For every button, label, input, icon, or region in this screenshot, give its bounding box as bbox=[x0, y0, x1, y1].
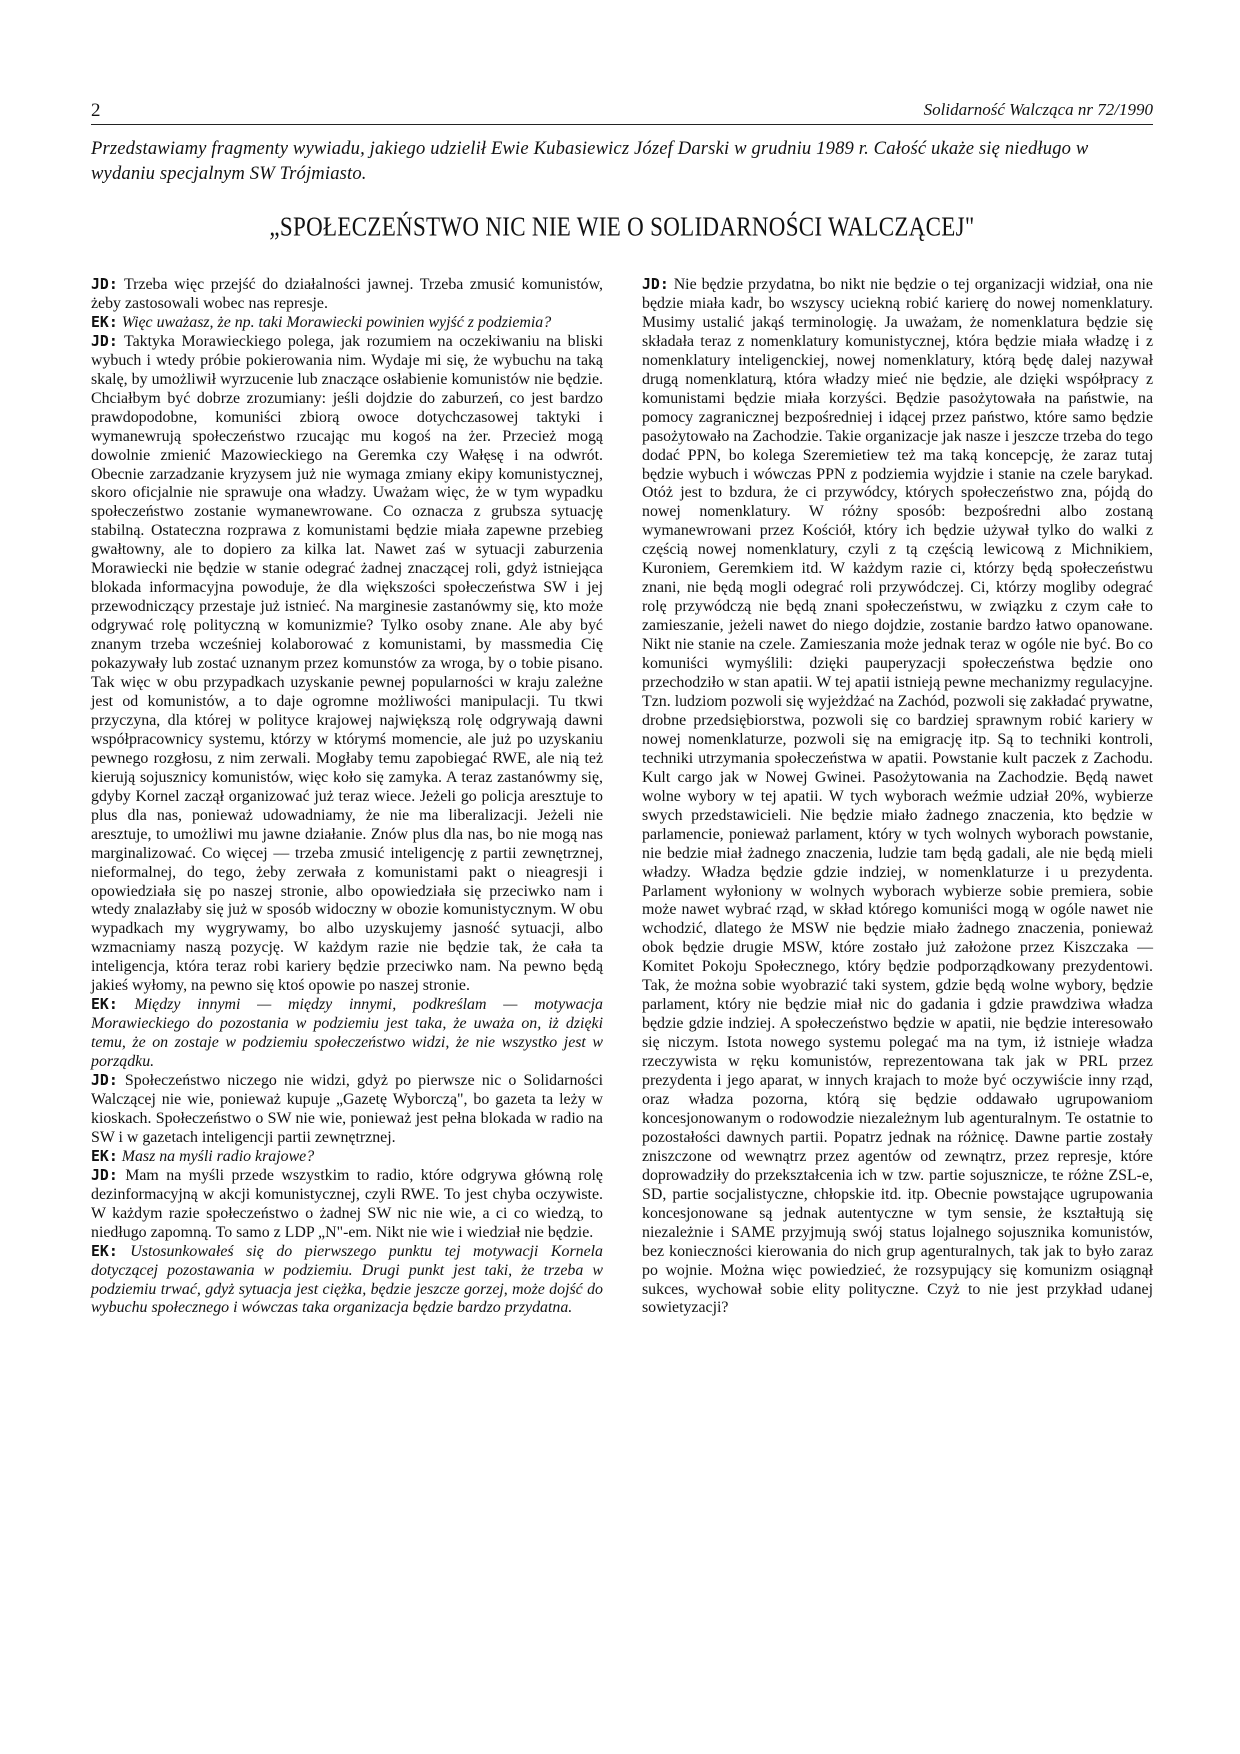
speaker-label: JD: bbox=[91, 1166, 118, 1184]
speaker-label: JD: bbox=[91, 1072, 118, 1090]
dialogue-paragraph bbox=[642, 276, 1153, 1318]
dialogue-paragraph bbox=[91, 996, 603, 1072]
page-number: 2 bbox=[91, 100, 101, 121]
dialogue-text: Społeczeństwo niczego nie widzi, gdyż po pierwsze nic o Solidarności Walczącej nie wie, ponieważ kupuje „Gazetę Wyborczą", bo gazeta ta leży w kioskach. Społeczeństwo o SW nie wie, ponieważ jest pełna blokada w radio na SW i w gazetach inteligencji partii zewnętrznej. bbox=[91, 1072, 603, 1146]
speaker-label: JD: bbox=[642, 276, 669, 293]
header-rule bbox=[91, 124, 1153, 125]
intro-text: Przedstawiamy fragmenty wywiadu, jakiego udzielił Ewie Kubasiewicz Józef Darski w grudniu 1989 r. Całość ukaże się niedługo w wydaniu specjalnym SW Trójmiasto. bbox=[91, 138, 1089, 184]
dialogue-text: Nie będzie przydatna, bo nikt nie będzie o tej organizacji widział, ona nie będzie miała kadr, bo wszyscy uciekną robić karierę do nowej nomenklatury. Musimy ustalić jakąś terminologię. Ja uważam, że nomenklatura będzie się składała teraz z nomenklatury komunistycznej, która będzie miała władzę i z nomenklatury inteligenckiej, nowej nomenklatury, którą będę dalej nazywał drugą nomenklaturą, która władzy mieć nie będzie, ale dzięki współpracy z komunistami będzie miała korzyści. Będzie pasożytowała na państwie, na pomocy zagranicznej bezpośredniej i idącej przez państwo, które samo będzie pasożytowało na Zachodzie. Takie organizacje jak nasze i jeszcze trzeba do tego dodać PPN, bo kolega Szeremietiew też ma taką koncepcję, że zaraz tutaj będzie wybuch i wówczas PPN z podziemia wyjdzie i stanie na czele barykad. Otóż jest to bzdura, że ci przywódcy, których społeczeństwo zna, pójdą do nowej nomenklatury. W różny sposób: bezpośredni albo zostaną wymanewrowani przez Kościół, który ich będzie używał tylko do walki z częścią nowej nomenklatury, czyli z tą częścią lewicową z Michnikiem, Kuroniem, Geremkiem itd. W każdym razie ci, którzy będą społeczeństwu znani, nie będą mogli odegrać roli przywódczej. Ci, którzy mogliby odegrać rolę przywódczą nie będą znani społeczeństwu, w związku z czym całe to zamieszanie, jeżeli nawet do niego dojdzie, zostanie bardzo łatwo opanowane. Nikt nie stanie na czele. Zamieszania może jednak teraz w ogóle nie być. Bo co komuniści wymyślili: dzięki pauperyzacji społeczeństwa będzie ono przechodziło w stan apatii. W tej apatii istnieją pewne mechanizmy regulacyjne. Tzn. ludziom pozwoli się wyjeżdżać na Zachód, pozwoli się zakładać prywatne, drobne przedsiębiorstwa, pozwoli się co bardziej sprawnym robić kariery w nowej nomenklaturze, pozwoli się na emigrację itp. Są to techniki kontroli, techniki utrzymania społeczeństwa w apatii. Powstanie kult paczek z Zachodu. Kult cargo jak w Nowej Gwinei. Pasożytowania na Zachodzie. Będą nawet wolne wybory w tej apatii. W tych wyborach weźmie udział 20%, wybierze swych przedstawicieli. Nie będzie miało żadnego znaczenia, kto będzie w parlamencie, ponieważ parlament, który w tych wolnych wyborach powstanie, nie bedzie miał żadnego znaczenia, ludzie tam będą gadali, ale nie będą mieli władzy. Władza będzie gdzie indziej, w nomenklaturze i u prezydenta. Parlament wyłoniony w wolnych wyborach wybierze sobie premiera, sobie może nawet wybrać rząd, w skład którego komuniści mogą w ogóle nawet nie wchodzić, dlatego że MSW nie będzie miało żadnego znaczenia, ponieważ obok będzie drugie MSW, które zostało już założone przez Kiszczaka — Komitet Pokoju Społecznego, który będzie podporządkowany prezydentowi. Tak, że można sobie wyobrazić taki system, gdzie będą wolne wybory, będzie parlament, który nie będzie miał nic do gadania i gdzie prawdziwa władza będzie gdzie indziej. A społeczeństwo będzie w apatii, nie będzie interesowało się niczym. Istota nowego systemu polegać ma na tym, iż istnieje władza rzeczywista w ręku komunistów, reprezentowana tak jak w PRL przez prezydenta i jego aparat, w innych krajach to może być oczywiście inny rząd, oraz władza pozorna, którą się będzie oddawało ugrupowaniom koncesjonowanym o rodowodzie niezależnym lub agenturalnym. Te ostatnie to pozostałości dawnych partii. Popatrz jednak na różnicę. Dawne partie zostały zniszczone od wewnątrz przez agentów od zewnątrz, przez represje, które doprowadziły do przekształcenia ich w tzw. partie sojusznicze, te różne ZSL-e, SD, partie socjalistyczne, chłopskie itd. itp. Obecnie powstające ugrupowania koncesjonowane są jednak autentyczne w tym sensie, że kształtują się niezależnie i SAME przyjmują swój status lojalnego sojusznika komunistów, bez konieczności kierowania do nich grup agenturalnych, tak jak to było zaraz po wojnie. Można więc powiedzieć, że rozsypujący się komunizm osiągnął sukces, wychował sobie elity polityczne. Czyż to nie jest przykład udanej sowietyzacji? bbox=[642, 276, 1153, 1317]
dialogue-text: Ustosunkowałeś się do pierwszego punktu tej motywacji Kornela dotyczącej pozostawania w podziemiu. Drugi punkt jest taki, że trzeba w podziemiu trwać, gdyż sytuacja jest ciężka, będzie jeszcze gorzej, może dojść do wybuchu społecznego i wówczas taka organizacja będzie bardzo przydatna. bbox=[91, 1242, 603, 1317]
article-title: „SPOŁECZEŃSTWO NIC NIE WIE O SOLIDARNOŚCI WALCZĄCEJ" bbox=[269, 212, 975, 242]
dialogue-paragraph bbox=[91, 1167, 603, 1243]
speaker-label: JD: bbox=[91, 276, 118, 293]
dialogue-text: Mam na myśli przede wszystkim to radio, które odgrywa główną rolę dezinformacyjną w akcji komunistycznej, czyli RWE. To jest chyba oczywiste. W każdym razie społeczeństwo o żadnej SW nic nie wie, a ci co wiedzą, to niedługo zapomną. To samo z LDP „N"-em. Nikt nie wie i wiedział nie będzie. bbox=[91, 1166, 603, 1241]
dialogue-paragraph bbox=[91, 1148, 603, 1167]
dialogue-paragraph bbox=[91, 314, 603, 333]
speaker-label: EK: bbox=[91, 313, 118, 331]
speaker-label: EK: bbox=[91, 1242, 118, 1260]
speaker-label: EK: bbox=[91, 1147, 118, 1165]
dialogue-paragraph bbox=[91, 1243, 603, 1319]
dialogue-paragraph bbox=[91, 1072, 603, 1148]
dialogue-text: Więc uważasz, że np. taki Morawiecki powinien wyjść z podziemia? bbox=[121, 313, 552, 331]
page-header bbox=[91, 100, 1153, 124]
dialogue-text: Masz na myśli radio krajowe? bbox=[121, 1147, 315, 1165]
dialogue-text: Taktyka Morawieckiego polega, jak rozumiem na oczekiwaniu na bliski wybuch i wtedy próbie pokierowania nim. Wydaje mi się, że wybuchu na taką skalę, by umożliwił wyrzucenie lub znaczące osłabienie komunistów nie będzie. Chciałbym być dobrze zrozumiany: jeśli dojdzie do zaburzeń, co jest bardzo prawdopodobne, komuniści zbiorą owoce dotychczasowej taktyki i wymanewrują społeczeństwo rzucając mu kogoś na żer. Przecież mogą dowolnie zmienić Mazowieckiego na Geremka czy Wałęsę i na odwrót. Obecnie zarzadzanie kryzysem już nie wymaga zmiany ekipy komunistycznej, skoro oficjalnie nie sprawuje ona władzy. Uważam więc, że w tym wypadku społeczeństwo zostanie wymanewrowane. Co oznacza z grubsza sytuację stabilną. Ostateczna rozprawa z komunistami będzie miała zapewne przebieg gwałtowny, ale to dopiero za kilka lat. Nawet zaś w sytuacji zaburzenia Morawiecki nie będzie w stanie odegrać żadnej znaczącej roli, gdyż istniejąca blokada informacyjna powoduje, że dla większości społeczeństwa SW i jej przewodniczący przestaje już istnieć. Na marginesie zastanówmy się, kto może odgrywać rolę polityczną w komunizmie? Tylko osoby znane. Ale aby być znanym trzeba wcześniej kolaborować z komunistami, by massmedia Cię pokazywały lub zostać uznanym przez komunstów za wroga, by o tobie pisano. Tak więc w obu przypadkach uzyskanie pewnej popularności w kraju zależne jest od komunistów, a to daje ogromne możliwości manipulacji. Tu tkwi przyczyna, dla której w polityce krajowej największą rolę odgrywają dawni współpracownicy systemu, którzy w którymś momencie, ale już po uzyskaniu pewnego rozgłosu, z nim zerwali. Mogłaby temu zapobiegać RWE, ale nią też kierują sojusznicy komunistów, więc koło się zamyka. A teraz zastanówmy się, gdyby Kornel zaczął organizować już teraz wiece. Jeżeli go policja aresztuje to plus dla nas, ponieważ udowadniamy, że nie ma liberalizacji. Jeżeli nie aresztuje, to umożliwi mu jawne działanie. Znów plus dla nas, bo nie mogą nas marginalizować. Co więcej — trzeba zmusić inteligencję z partii zewnętrznej, nieformalnej, do tego, żeby zerwała z komunistami pakt o nieagresji i opowiedziała się po naszej stronie, albo opowiedziała się przeciwko nam i wtedy znalazłaby się już w sposób widoczny w obozie komunistycznym. W obu wypadkach my wygrywamy, bo albo uzyskujemy jasność sytuacji, albo wzmacniamy naszą pozycję. W każdym razie nie będzie tak, że cała ta inteligencja, która teraz robi kariery będzie przeciwko nam. Na pewno będą jakieś wyłomy, na pewno się ktoś opowie po naszej stronie. bbox=[91, 332, 603, 995]
right-column bbox=[642, 276, 1153, 1318]
dialogue-text: Między innymi — między innymi, podkreślam — motywacja Morawieckiego do pozostania w podziemiu jest taka, że uważa on, iż dzięki temu, że on zostaje w podziemiu społeczeństwo widzi, że nie wszystko jest w porządku. bbox=[91, 996, 603, 1071]
speaker-label: JD: bbox=[91, 332, 118, 350]
issue-info: Solidarność Walcząca nr 72/1990 bbox=[923, 100, 1153, 119]
dialogue-paragraph bbox=[91, 276, 603, 314]
left-column bbox=[91, 276, 603, 1318]
speaker-label: EK: bbox=[91, 996, 118, 1014]
dialogue-text: Trzeba więc przejść do działalności jawnej. Trzeba zmusić komunistów, żeby zastosowali wobec nas represje. bbox=[91, 276, 603, 312]
dialogue-paragraph bbox=[91, 333, 603, 996]
